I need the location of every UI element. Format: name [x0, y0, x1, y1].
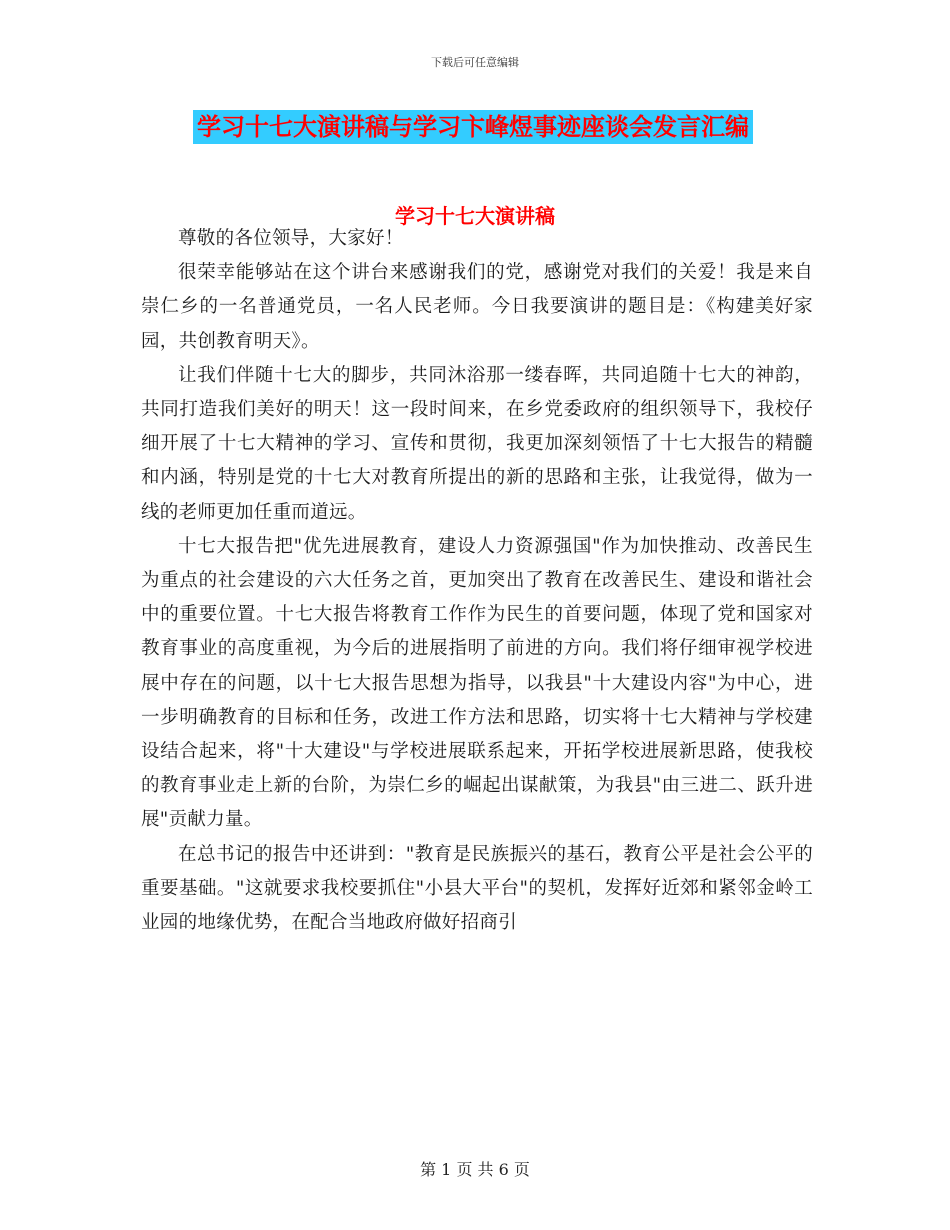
document-title: 学习十七大演讲稿与学习卞峰煜事迹座谈会发言汇编 [193, 110, 753, 144]
paragraph-study: 让我们伴随十七大的脚步，共同沐浴那一缕春晖，共同追随十七大的神韵，共同打造我们美好的明天！这一段时间来，在乡党委政府的组织领导下，我校仔细开展了十七大精神的学习、宣传和贯彻，我更加深刻领悟了十七大报告的精髓和内涵，特别是党的十七大对教育所提出的新的思路和主张，让我觉得，做为一线的老师更加任重而道远。 [141, 364, 813, 523]
paragraph-equity: 在总书记的报告中还讲到："教育是民族振兴的基石，教育公平是社会公平的重要基础。"这就要求我校要抓住"小县大平台"的契机，发挥好近郊和紧邻金岭工业园的地缘优势，在配合当地政府做好招商引 [141, 843, 813, 934]
paragraph-report: 十七大报告把"优先进展教育，建设人力资源强国"作为加快推动、改善民生为重点的社会建设的六大任务之首，更加突出了教育在改善民生、建设和谐社会中的重要位置。十七大报告将教育工作作为民生的首要问题，体现了党和国家对教育事业的高度重视，为今后的进展指明了前进的方向。我们将仔细审视学校进展中存在的问题，以十七大报告思想为指导，以我县"十大建设内容"为中心，进一步明确教育的目标和任务，改进工作方法和思路，切实将十七大精神与学校建设结合起来，将"十大建设"与学校进展联系起来，开拓学校进展新思路，使我校的教育事业走上新的台阶，为崇仁乡的崛起出谋献策，为我县"由三进二、跃升进展"贡献力量。 [141, 535, 813, 831]
page-footer: 第 1 页 共 6 页 [420, 1160, 530, 1179]
section-title: 学习十七大演讲稿 [395, 204, 555, 228]
document-body [141, 222, 813, 940]
header-note: 下载后可任意编辑 [431, 56, 519, 69]
paragraph-intro: 很荣幸能够站在这个讲台来感谢我们的党，感谢党对我们的关爱！我是来自崇仁乡的一名普通党员，一名人民老师。今日我要演讲的题目是：《构建美好家园，共创教育明天》。 [141, 262, 813, 352]
paragraph-greeting: 尊敬的各位领导，大家好！ [178, 228, 404, 249]
